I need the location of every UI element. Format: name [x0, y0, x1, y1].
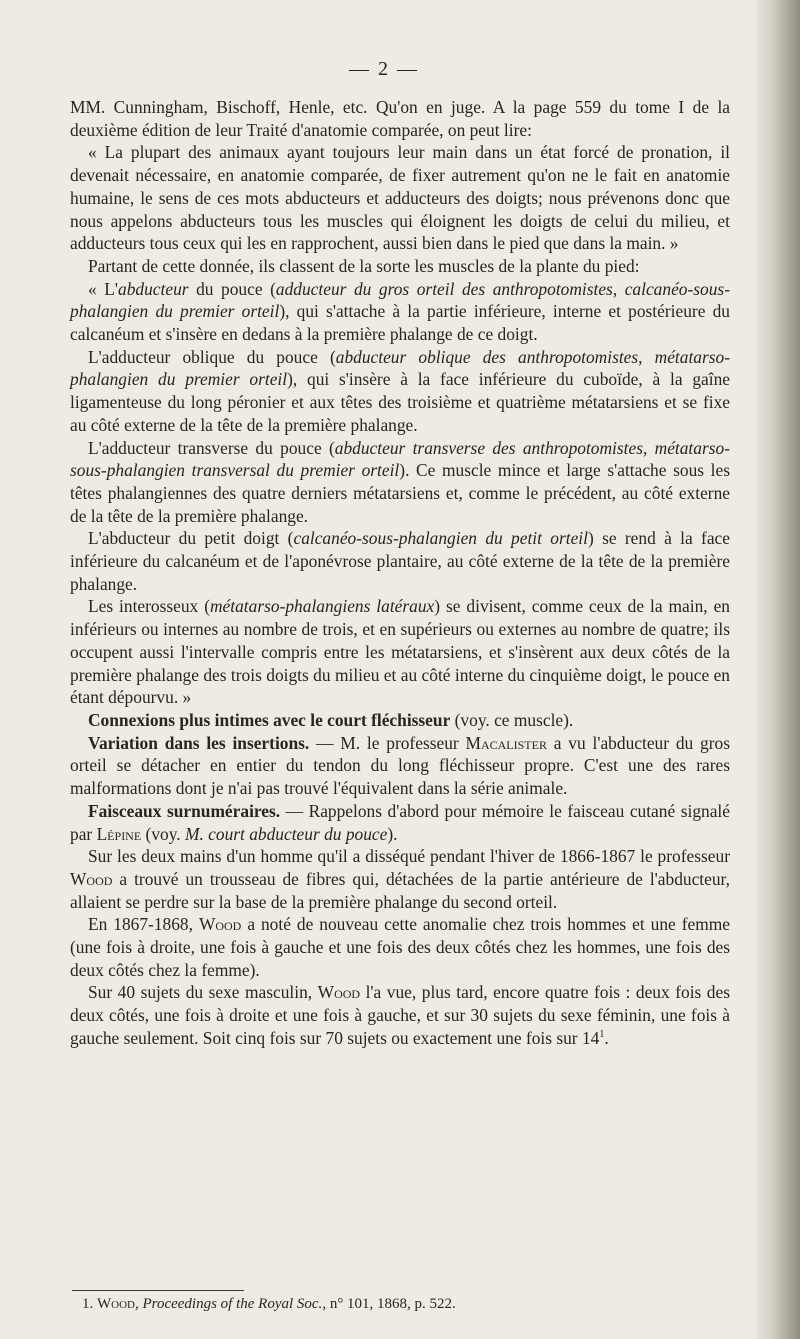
- text-run: (voy.: [141, 823, 185, 844]
- italic-term: abducteur transverse des anthropotomistes, métatarso-sous-phalangien transversal du premier orteil: [70, 437, 730, 481]
- text-run: l'a vue, plus tard, encore quatre fois : deux fois des deux côtés, une fois à droite et une fois à gauche, et sur 30 sujets du sexe féminin, une fois à gauche seulement. Soit cinq fois sur 70 sujets ou exactement une fois sur 14: [70, 982, 730, 1048]
- italic-term: M. court abducteur du pouce: [184, 823, 388, 844]
- paragraph-abducteur-petit-doigt: [70, 527, 730, 595]
- paragraph-classification: [70, 255, 730, 278]
- footnote-title: Proceedings of the Royal Soc.: [142, 1296, 323, 1312]
- footnote-separator: ,: [135, 1296, 143, 1312]
- author-name: Lépine: [96, 823, 142, 844]
- italic-term: métatarso-phalangiens latéraux: [210, 596, 435, 617]
- author-name: Wood: [70, 868, 113, 889]
- author-name: Macalister: [465, 732, 547, 753]
- text-run: (voy. ce muscle).: [450, 709, 574, 730]
- page-edge: [756, 0, 800, 1339]
- paragraph-adducteur-oblique: [70, 346, 730, 437]
- italic-term: abducteur: [118, 278, 189, 299]
- paragraph-wood-1866: [70, 845, 730, 913]
- paragraph-faisceaux: [70, 800, 730, 845]
- paragraph-intro: [70, 96, 730, 141]
- paragraph-variation: [70, 732, 730, 800]
- page-number: — 2 —: [349, 58, 419, 80]
- footnote-rule: [72, 1290, 244, 1291]
- text-run: — Rappelons d'abord pour mémoire le faisceau cutané signalé par: [70, 800, 730, 844]
- italic-term: adducteur du gros orteil des anthropotomistes, calcanéo-sous-phalangien du premier orteil: [70, 278, 730, 322]
- author-name: Wood: [317, 982, 361, 1003]
- text-run: L'adducteur transverse du pouce (: [88, 437, 335, 458]
- text-run: Sur les deux mains d'un homme qu'il a disséqué pendant l'hiver de 1866-1867 le professeur: [88, 846, 730, 867]
- paragraph-wood-1867: [70, 913, 730, 981]
- paragraph-wood-stats: [70, 981, 730, 1049]
- text-run: En 1867-1868,: [88, 914, 199, 935]
- footnote-number: 1.: [82, 1296, 94, 1312]
- text-run: ), qui s'attache à la partie inférieure, interne et postérieure du calcanéum et s'insère en dedans à la première phalange de ce doigt.: [70, 301, 730, 345]
- bold-heading: Connexions plus intimes avec le court fléchisseur: [88, 709, 451, 730]
- text-run: « L': [88, 278, 119, 299]
- text-run: a vu l'abducteur du gros orteil se détacher en entier du tendon du long fléchisseur propre. C'est une des rares malformations dont je n'ai pas trouvé l'équivalent dans la série animale.: [70, 732, 730, 799]
- bold-heading: Faisceaux surnuméraires.: [88, 800, 281, 821]
- footnote-marker: 1: [599, 1029, 605, 1041]
- paragraph-interosseux: [70, 595, 730, 709]
- text-run: a trouvé un trousseau de fibres qui, détachées de la partie antérieure de l'abducteur, allaient se perdre sur la base de la première phalange du second orteil.: [70, 868, 730, 912]
- text-run: Sur 40 sujets du sexe masculin,: [88, 982, 318, 1003]
- paragraph-connexions: [70, 709, 730, 732]
- text-run: MM. Cunningham, Bischoff, Henle, etc. Qu'on en juge. A la page 559 du tome I de la deuxième édition de leur Traité d'anatomie comparée, on peut lire:: [70, 97, 730, 140]
- text-run: ) se rend à la face inférieure du calcanéum et de l'aponévrose plantaire, au côté externe de la tête de la première phalange.: [70, 528, 730, 594]
- text-run: Partant de cette donnée, ils classent de la sorte les muscles de la plante du pied:: [88, 255, 640, 276]
- italic-term: calcanéo-sous-phalangien du petit orteil: [293, 528, 588, 549]
- bold-heading: Variation dans les insertions.: [88, 732, 310, 753]
- text-run: L'abducteur du petit doigt (: [88, 528, 294, 549]
- text-run: ), qui s'insère à la face inférieure du cuboïde, à la gaîne ligamenteuse du long péronier et aux têtes des troisième et quatrième métatarsiens et se fixe au côté externe de la tête de la première phalange.: [70, 369, 730, 435]
- text-run: ).: [387, 823, 398, 844]
- text-run: — M. le professeur: [309, 732, 466, 753]
- italic-term: abducteur oblique des anthropotomistes, métatarso-phalangien du premier orteil: [70, 346, 730, 390]
- text-run: du pouce (: [188, 278, 276, 299]
- body-text: [70, 96, 730, 1050]
- paragraph-adducteur-transverse: [70, 437, 730, 528]
- text-run: « La plupart des animaux ayant toujours leur main dans un état forcé de pronation, il devenait nécessaire, en anatomie comparée, de fixer autrement qu'on ne le fait en anatomie humaine, le sens de ces mots abducteurs et adducteurs des doigts; nous prévenons donc que nous appelons abducteurs tous les muscles qui éloignent les doigts de celui du milieu, et adducteurs tous ceux qui les en rapprochent, aussi bien dans le pied que dans la main. »: [70, 142, 730, 254]
- text-run: ) se divisent, comme ceux de la main, en inférieurs ou internes au nombre de trois, et en supérieurs ou externes au nombre de quatre; ils occupent aussi l'intervalle compris entre les métatarsiens, et s'insèrent aux deux côtés de la première phalange des trois doigts du milieu et au côté interne du cinquième doigt, le pouce en étant dépourvu. »: [70, 596, 730, 708]
- paragraph-abducteur-pouce: [70, 278, 730, 346]
- text-run: L'adducteur oblique du pouce (: [88, 346, 336, 367]
- footnote: [82, 1295, 742, 1314]
- footnote-author: Wood: [97, 1296, 135, 1312]
- text-run: ). Ce muscle mince et large s'attache sous les têtes phalangiennes des quatre derniers métatarsiens et, comme le précédent, au côté externe de la tête de la première phalange.: [70, 460, 730, 526]
- footnote-rest: , n° 101, 1868, p. 522.: [322, 1296, 456, 1312]
- text-run: Les interosseux (: [88, 596, 210, 617]
- text-run: .: [604, 1027, 609, 1048]
- author-name: Wood: [198, 914, 242, 935]
- paragraph-quote: [70, 141, 730, 255]
- text-run: a noté de nouveau cette anomalie chez trois hommes et une femme (une fois à droite, une fois à gauche et une fois des deux côtés chez les hommes, une fois des deux côtés chez la femme).: [70, 914, 730, 980]
